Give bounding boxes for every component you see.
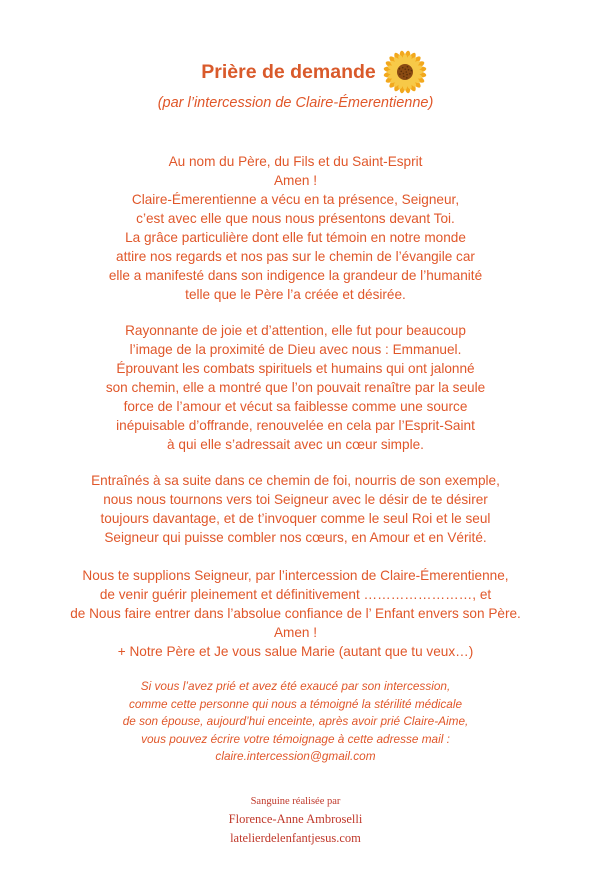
prayer-line: Rayonnante de joie et d’attention, elle fut pour beaucoup	[125, 323, 466, 338]
prayer-paragraph-3	[0, 471, 591, 547]
credit-website[interactable]: latelierdelenfantjesus.com	[230, 831, 361, 845]
prayer-line: Entraînés à sa suite dans ce chemin de foi, nourris de son exemple,	[91, 473, 500, 488]
sunflower-icon	[382, 49, 428, 95]
prayer-line: telle que le Père l’a créée et désirée.	[185, 287, 406, 302]
prayer-line: La grâce particulière dont elle fut témoin en notre monde	[125, 230, 466, 245]
prayer-line: Éprouvant les combats spirituels et humains qui ont jalonné	[116, 361, 475, 376]
prayer-paragraph-4	[0, 566, 591, 661]
prayer-line: attire nos regards et nos pas sur le chemin de l’évangile car	[116, 249, 475, 264]
prayer-line: Seigneur qui puisse combler nos cœurs, en Amour et en Vérité.	[104, 530, 487, 545]
prayer-line: de venir guérir pleinement et définitivement ……………………, et	[99, 587, 492, 602]
prayer-line: elle a manifesté dans son indigence la grandeur de l’humanité	[108, 268, 483, 283]
note-line: vous pouvez écrire votre témoignage à cette adresse mail :	[141, 731, 450, 746]
credit-label: Sanguine réalisée par	[250, 796, 341, 807]
prayer-line: nous nous tournons vers toi Seigneur avec le désir de te désirer	[103, 492, 488, 507]
prayer-line: force de l’amour et vécut sa faiblesse comme une source	[123, 399, 468, 414]
note-line: de son épouse, aujourd’hui enceinte, après avoir prié Claire-Aime,	[122, 714, 469, 728]
note-line: comme cette personne qui nous a témoigné la stérilité médicale	[128, 696, 463, 711]
credit-author: Florence-Anne Ambroselli	[228, 812, 363, 826]
credits	[0, 794, 591, 848]
prayer-line: son chemin, elle a montré que l’on pouvait renaître par la seule	[105, 380, 486, 395]
prayer-line: toujours davantage, et de t’invoquer comme le seul Roi et le seul	[100, 511, 491, 526]
prayer-paragraph-2	[0, 321, 591, 454]
prayer-line: à qui elle s’adressait avec un cœur simple.	[167, 437, 424, 452]
prayer-line: Au nom du Père, du Fils et du Saint-Esprit	[168, 154, 423, 169]
prayer-line: c’est avec elle que nous nous présentons devant Toi.	[136, 211, 455, 226]
prayer-line: de Nous faire entrer dans l’absolue confiance de l’ Enfant envers son Père.	[70, 606, 521, 621]
note-line: Si vous l’avez prié et avez été exaucé par son intercession,	[140, 679, 451, 693]
prayer-line: l’image de la proximité de Dieu avec nous : Emmanuel.	[129, 342, 462, 357]
prayer-line: + Notre Père et Je vous salue Marie (autant que tu veux…)	[117, 644, 474, 659]
prayer-line: Nous te supplions Seigneur, par l’intercession de Claire-Émerentienne,	[82, 568, 509, 583]
title-row	[0, 52, 591, 92]
testimony-note	[0, 678, 591, 766]
prayer-line: Claire-Émerentienne a vécu en ta présence, Seigneur,	[131, 192, 460, 207]
prayer-line: Amen !	[273, 173, 318, 188]
prayer-line: inépuisable d’offrande, renouvelée en cela par l’Esprit-Saint	[116, 418, 475, 433]
contact-email[interactable]: claire.intercession@gmail.com	[215, 749, 376, 763]
page-title: Prière de demande	[201, 60, 376, 83]
prayer-line: Amen !	[273, 625, 318, 640]
prayer-paragraph-1	[0, 152, 591, 304]
page-subtitle: (par l’intercession de Claire-Émerentienne)	[157, 95, 434, 111]
